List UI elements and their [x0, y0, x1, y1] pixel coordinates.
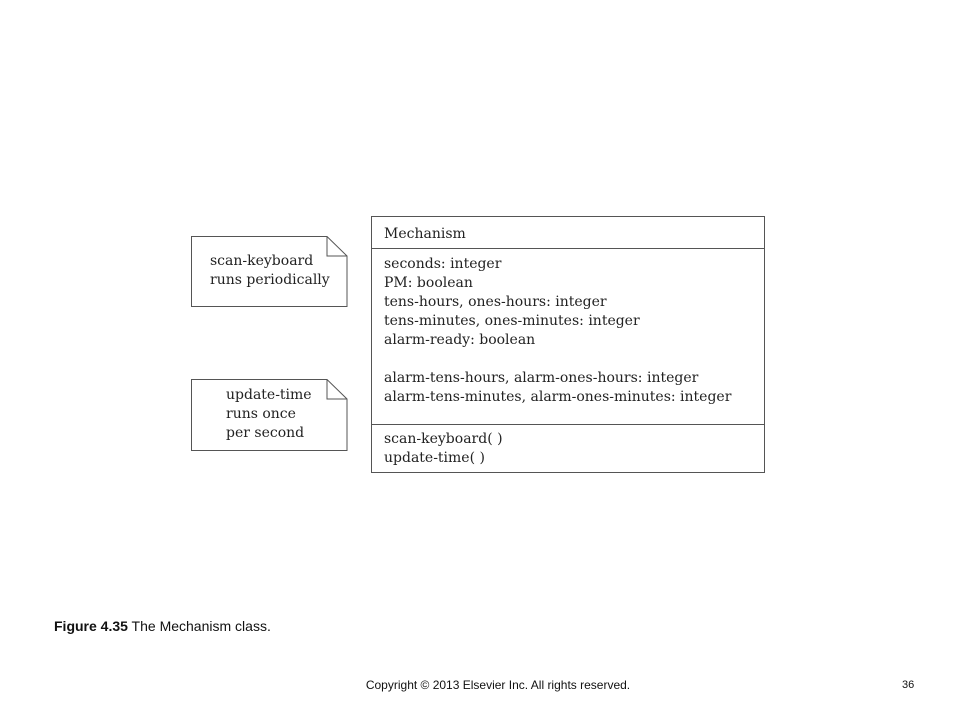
page-number: 36: [902, 679, 915, 691]
note-line: per second: [226, 425, 305, 441]
class-attribute: tens-hours, ones-hours: integer: [384, 294, 607, 310]
class-attribute: alarm-ready: boolean: [384, 332, 536, 348]
uml-class-mechanism: [371, 216, 765, 473]
class-name: Mechanism: [384, 226, 466, 242]
class-attribute: PM: boolean: [384, 275, 473, 291]
attribute-spacer: [384, 350, 764, 369]
class-operation: scan-keyboard( ): [384, 431, 503, 447]
note-line: update-time: [226, 387, 312, 403]
class-name-compartment: [372, 217, 764, 249]
note-update-time: [191, 379, 347, 451]
class-operation: update-time( ): [384, 450, 485, 466]
class-attribute: seconds: integer: [384, 256, 502, 272]
class-attributes-compartment: [372, 249, 764, 425]
figure-caption-text: The Mechanism class.: [127, 618, 271, 634]
class-attribute: alarm-tens-minutes, alarm-ones-minutes: integer: [384, 389, 732, 405]
class-attribute: tens-minutes, ones-minutes: integer: [384, 313, 640, 329]
note-line: scan-keyboard: [210, 253, 314, 269]
copyright-notice: Copyright © 2013 Elsevier Inc. All rights reserved.: [365, 678, 631, 692]
note-line: runs periodically: [210, 272, 330, 288]
class-attribute: alarm-tens-hours, alarm-ones-hours: integer: [384, 370, 699, 386]
note-scan-keyboard: [191, 236, 347, 306]
note-line: runs once: [226, 406, 296, 422]
figure-label: Figure 4.35: [54, 618, 128, 634]
class-operations-compartment: [372, 425, 764, 474]
figure-caption: [54, 618, 271, 634]
